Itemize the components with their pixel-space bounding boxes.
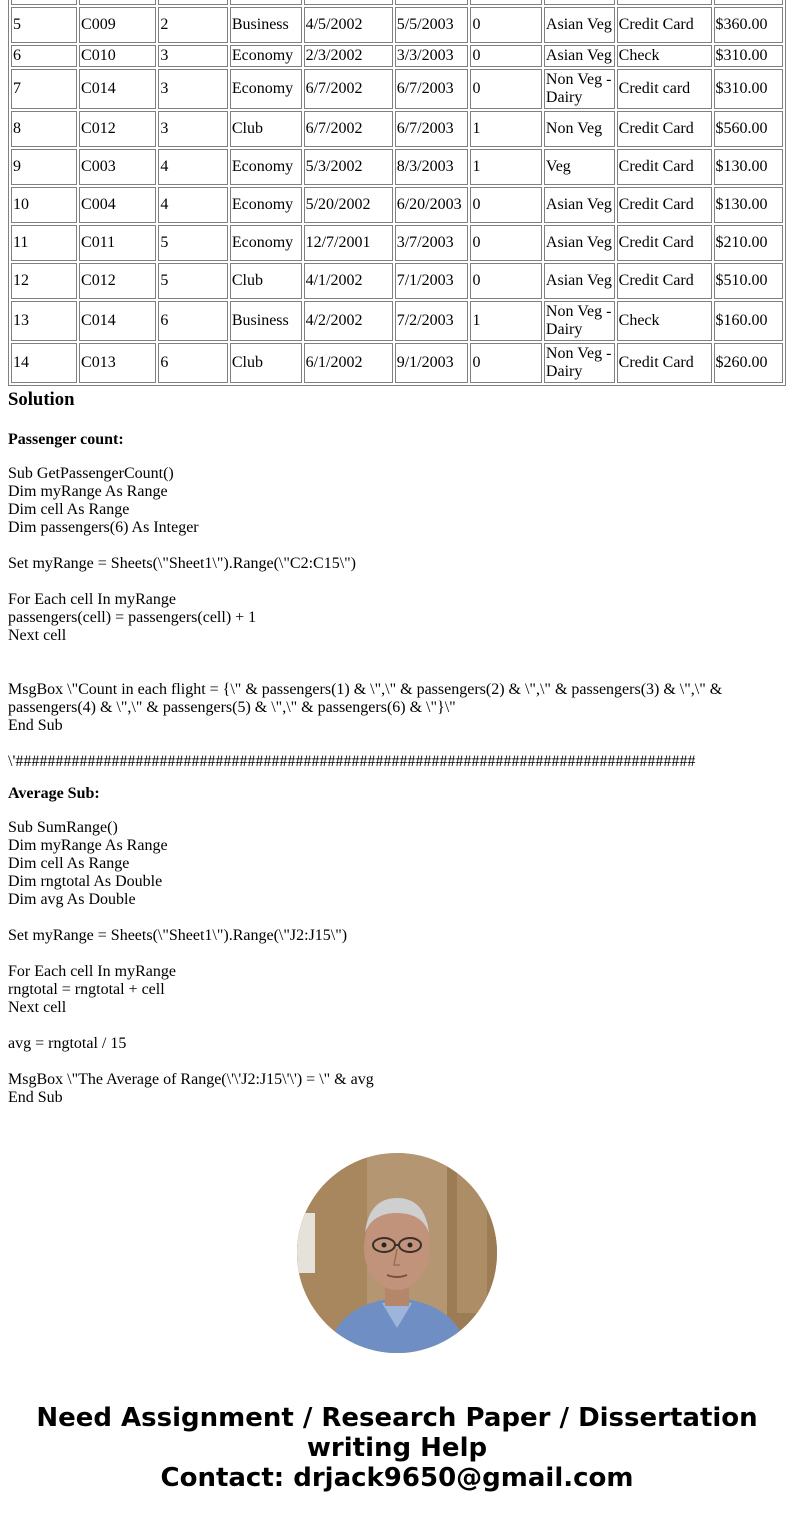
table-cell-amt: $310.00 xyxy=(714,69,784,109)
table-cell-flag: 0 xyxy=(470,225,541,261)
table-cell-cls: Economy xyxy=(230,45,302,67)
code-line: Sub GetPassengerCount() xyxy=(8,465,174,482)
table-cell xyxy=(714,0,784,5)
table-cell-d1: 4/1/2002 xyxy=(304,263,393,299)
table-cell-d1: 6/7/2002 xyxy=(304,111,393,147)
table-cell-amt: $130.00 xyxy=(714,187,784,223)
table-cell-d2: 7/2/2003 xyxy=(395,301,469,341)
code-line: Dim cell As Range xyxy=(8,855,130,872)
table-cell-d2: 7/1/2003 xyxy=(395,263,469,299)
code-line xyxy=(8,909,786,927)
author-portrait-icon xyxy=(297,1153,497,1353)
table-cell-meal: Asian Veg xyxy=(544,45,615,67)
table-cell-id: 10 xyxy=(11,187,77,223)
average-sub-section xyxy=(8,785,786,1107)
table-cell-cls: Business xyxy=(230,7,302,43)
table-row xyxy=(11,149,783,185)
table-cell-amt: $210.00 xyxy=(714,225,784,261)
table-row xyxy=(11,69,783,109)
code-line: Sub SumRange() xyxy=(8,819,118,836)
table-cell-amt: $510.00 xyxy=(714,263,784,299)
table-cell-cls: Club xyxy=(230,263,302,299)
table-cell-pay: Credit Card xyxy=(617,263,712,299)
table-cell xyxy=(395,0,469,5)
table-cell-d2: 3/7/2003 xyxy=(395,225,469,261)
code-line xyxy=(8,945,786,963)
table-cell-cls: Business xyxy=(230,301,302,341)
table-row xyxy=(11,301,783,341)
table-cell-cls: Economy xyxy=(230,187,302,223)
table-cell-d2: 6/7/2003 xyxy=(395,111,469,147)
table-cell-flight: 5 xyxy=(158,225,228,261)
table-cell-id: 12 xyxy=(11,263,77,299)
table-cell-amt: $560.00 xyxy=(714,111,784,147)
table-cell-cls: Club xyxy=(230,343,302,383)
table-cell-amt: $310.00 xyxy=(714,45,784,67)
table-cell-amt: $260.00 xyxy=(714,343,784,383)
table-cell-pay: Credit card xyxy=(617,69,712,109)
table-cell-amt: $160.00 xyxy=(714,301,784,341)
table-cell-d1: 4/5/2002 xyxy=(304,7,393,43)
table-cell-flight: 4 xyxy=(158,187,228,223)
table-cell-id: 5 xyxy=(11,7,77,43)
table-cell-pay: Credit Card xyxy=(617,7,712,43)
code-line xyxy=(8,663,786,681)
code-line xyxy=(8,573,786,591)
table-cell-id: 14 xyxy=(11,343,77,383)
table-cell-flight: 3 xyxy=(158,69,228,109)
table-cell-d2: 3/3/2003 xyxy=(395,45,469,67)
table-cell-flag: 1 xyxy=(470,149,541,185)
code-line: For Each cell In myRange xyxy=(8,591,176,608)
table-cell-cust: C010 xyxy=(79,45,156,67)
table-cell-d2: 5/5/2003 xyxy=(395,7,469,43)
code-line: Next cell xyxy=(8,999,67,1016)
passenger-count-code xyxy=(8,465,786,771)
table-cell-id: 7 xyxy=(11,69,77,109)
table-cell-flag: 0 xyxy=(470,69,541,109)
table-cell-cust: C011 xyxy=(79,225,156,261)
passenger-count-section xyxy=(8,431,786,771)
code-line: Set myRange = Sheets(\"Sheet1\").Range(\"C2:C15\") xyxy=(8,555,356,572)
table-cell-d2: 6/7/2003 xyxy=(395,69,469,109)
code-line xyxy=(8,1053,786,1071)
code-line: \'##################################################################################### xyxy=(8,753,696,770)
table-cell-d1: 5/3/2002 xyxy=(304,149,393,185)
solution-section xyxy=(8,389,786,411)
table-row xyxy=(11,45,783,67)
table-cell-d1: 5/20/2002 xyxy=(304,187,393,223)
solution-heading: Solution xyxy=(8,389,75,410)
table-cell-flight: 4 xyxy=(158,149,228,185)
table-cell-d1: 6/7/2002 xyxy=(304,69,393,109)
table-cell-pay: Credit Card xyxy=(617,187,712,223)
code-line: rngtotal = rngtotal + cell xyxy=(8,981,165,998)
code-line: passengers(cell) = passengers(cell) + 1 xyxy=(8,609,257,626)
table-cell xyxy=(617,0,712,5)
code-line: For Each cell In myRange xyxy=(8,963,176,980)
table-cell-cust: C013 xyxy=(79,343,156,383)
table-cell-d2: 9/1/2003 xyxy=(395,343,469,383)
table-cell-pay: Credit Card xyxy=(617,111,712,147)
table-cell-amt: $360.00 xyxy=(714,7,784,43)
table-row-partial xyxy=(11,0,783,5)
table-cell-pay: Credit Card xyxy=(617,149,712,185)
table-cell xyxy=(304,0,393,5)
table-cell-cls: Economy xyxy=(230,225,302,261)
table-cell-pay: Credit Card xyxy=(617,343,712,383)
code-line: Next cell xyxy=(8,627,67,644)
code-line: Dim myRange As Range xyxy=(8,837,168,854)
table-cell-cust: C009 xyxy=(79,7,156,43)
code-line: Dim avg As Double xyxy=(8,891,136,908)
table-cell xyxy=(11,0,77,5)
table-row xyxy=(11,111,783,147)
code-line xyxy=(8,537,786,555)
flight-data-table xyxy=(8,0,786,386)
code-line: MsgBox \"Count in each flight = {\" & passengers(1) & \",\" & passengers(2) & \",\" & passengers(3) & \",\" & passengers(4) & \",\" & passengers(5) & \",\" & passengers(6) & \"}\" xyxy=(8,681,727,716)
table-cell-flight: 3 xyxy=(158,111,228,147)
table-cell-cls: Club xyxy=(230,111,302,147)
table-cell-flag: 0 xyxy=(470,187,541,223)
table-cell-d1: 6/1/2002 xyxy=(304,343,393,383)
footer-line-3: Contact: drjack9650@gmail.com xyxy=(160,1463,634,1493)
flight-data-table-body xyxy=(11,0,783,383)
code-line: Dim cell As Range xyxy=(8,501,130,518)
table-cell-meal: Asian Veg xyxy=(544,7,615,43)
table-cell-flag: 0 xyxy=(470,7,541,43)
table-cell-meal: Asian Veg xyxy=(544,187,615,223)
table-cell-amt: $130.00 xyxy=(714,149,784,185)
table-cell-meal: Non Veg - Dairy xyxy=(544,301,615,341)
table-cell-id: 8 xyxy=(11,111,77,147)
table-cell-meal: Veg xyxy=(544,149,615,185)
code-line: Dim rngtotal As Double xyxy=(8,873,163,890)
table-cell xyxy=(470,0,541,5)
table-cell-pay: Check xyxy=(617,301,712,341)
table-cell-d1: 4/2/2002 xyxy=(304,301,393,341)
table-cell-pay: Check xyxy=(617,45,712,67)
table-cell-flag: 1 xyxy=(470,111,541,147)
table-cell-id: 11 xyxy=(11,225,77,261)
table-row xyxy=(11,343,783,383)
table-cell-meal: Asian Veg xyxy=(544,263,615,299)
code-line xyxy=(8,735,786,753)
table-cell-cust: C012 xyxy=(79,111,156,147)
table-cell-d2: 6/20/2003 xyxy=(395,187,469,223)
table-cell-flag: 1 xyxy=(470,301,541,341)
average-sub-code xyxy=(8,819,786,1107)
table-cell-meal: Non Veg - Dairy xyxy=(544,343,615,383)
code-line: Set myRange = Sheets(\"Sheet1\").Range(\"J2:J15\") xyxy=(8,927,348,944)
footer-line-1: Need Assignment / Research Paper / Dissertation xyxy=(36,1403,758,1433)
table-cell-pay: Credit Card xyxy=(617,225,712,261)
table-cell-id: 9 xyxy=(11,149,77,185)
table-cell xyxy=(79,0,156,5)
table-cell-cust: C004 xyxy=(79,187,156,223)
table-row xyxy=(11,187,783,223)
table-cell-flight: 6 xyxy=(158,343,228,383)
table-cell xyxy=(230,0,302,5)
table-cell-id: 13 xyxy=(11,301,77,341)
author-avatar xyxy=(297,1153,497,1353)
code-line xyxy=(8,645,786,663)
code-line: MsgBox \"The Average of Range(\'\'J2:J15\'\') = \" & avg xyxy=(8,1071,374,1088)
table-cell-flight: 2 xyxy=(158,7,228,43)
code-line: End Sub xyxy=(8,1089,63,1106)
table-cell-d1: 2/3/2002 xyxy=(304,45,393,67)
code-line: Dim myRange As Range xyxy=(8,483,168,500)
table-cell-flight: 6 xyxy=(158,301,228,341)
table-cell-meal: Non Veg xyxy=(544,111,615,147)
table-cell xyxy=(158,0,228,5)
code-line: End Sub xyxy=(8,717,63,734)
table-cell-meal: Non Veg - Dairy xyxy=(544,69,615,109)
table-cell-flag: 0 xyxy=(470,45,541,67)
table-cell-meal: Asian Veg xyxy=(544,225,615,261)
table-cell-cls: Economy xyxy=(230,69,302,109)
passenger-count-heading: Passenger count: xyxy=(8,431,124,448)
table-cell-id: 6 xyxy=(11,45,77,67)
table-cell-flight: 5 xyxy=(158,263,228,299)
table-row xyxy=(11,7,783,43)
table-cell-cls: Economy xyxy=(230,149,302,185)
table-cell-cust: C003 xyxy=(79,149,156,185)
table-cell-cust: C014 xyxy=(79,69,156,109)
table-cell-flag: 0 xyxy=(470,263,541,299)
table-cell-d2: 8/3/2003 xyxy=(395,149,469,185)
table-cell-cust: C014 xyxy=(79,301,156,341)
table-cell xyxy=(544,0,615,5)
code-line: Dim passengers(6) As Integer xyxy=(8,519,199,536)
table-cell-flag: 0 xyxy=(470,343,541,383)
table-cell-d1: 12/7/2001 xyxy=(304,225,393,261)
table-cell-flight: 3 xyxy=(158,45,228,67)
footer-line-2: writing Help xyxy=(306,1433,488,1463)
code-line: avg = rngtotal / 15 xyxy=(8,1035,127,1052)
footer-contact xyxy=(0,1403,794,1493)
flight-data-table-wrapper xyxy=(8,0,786,386)
code-line xyxy=(8,1017,786,1035)
table-cell-cust: C012 xyxy=(79,263,156,299)
average-sub-heading: Average Sub: xyxy=(8,785,100,802)
table-row xyxy=(11,225,783,261)
table-row xyxy=(11,263,783,299)
